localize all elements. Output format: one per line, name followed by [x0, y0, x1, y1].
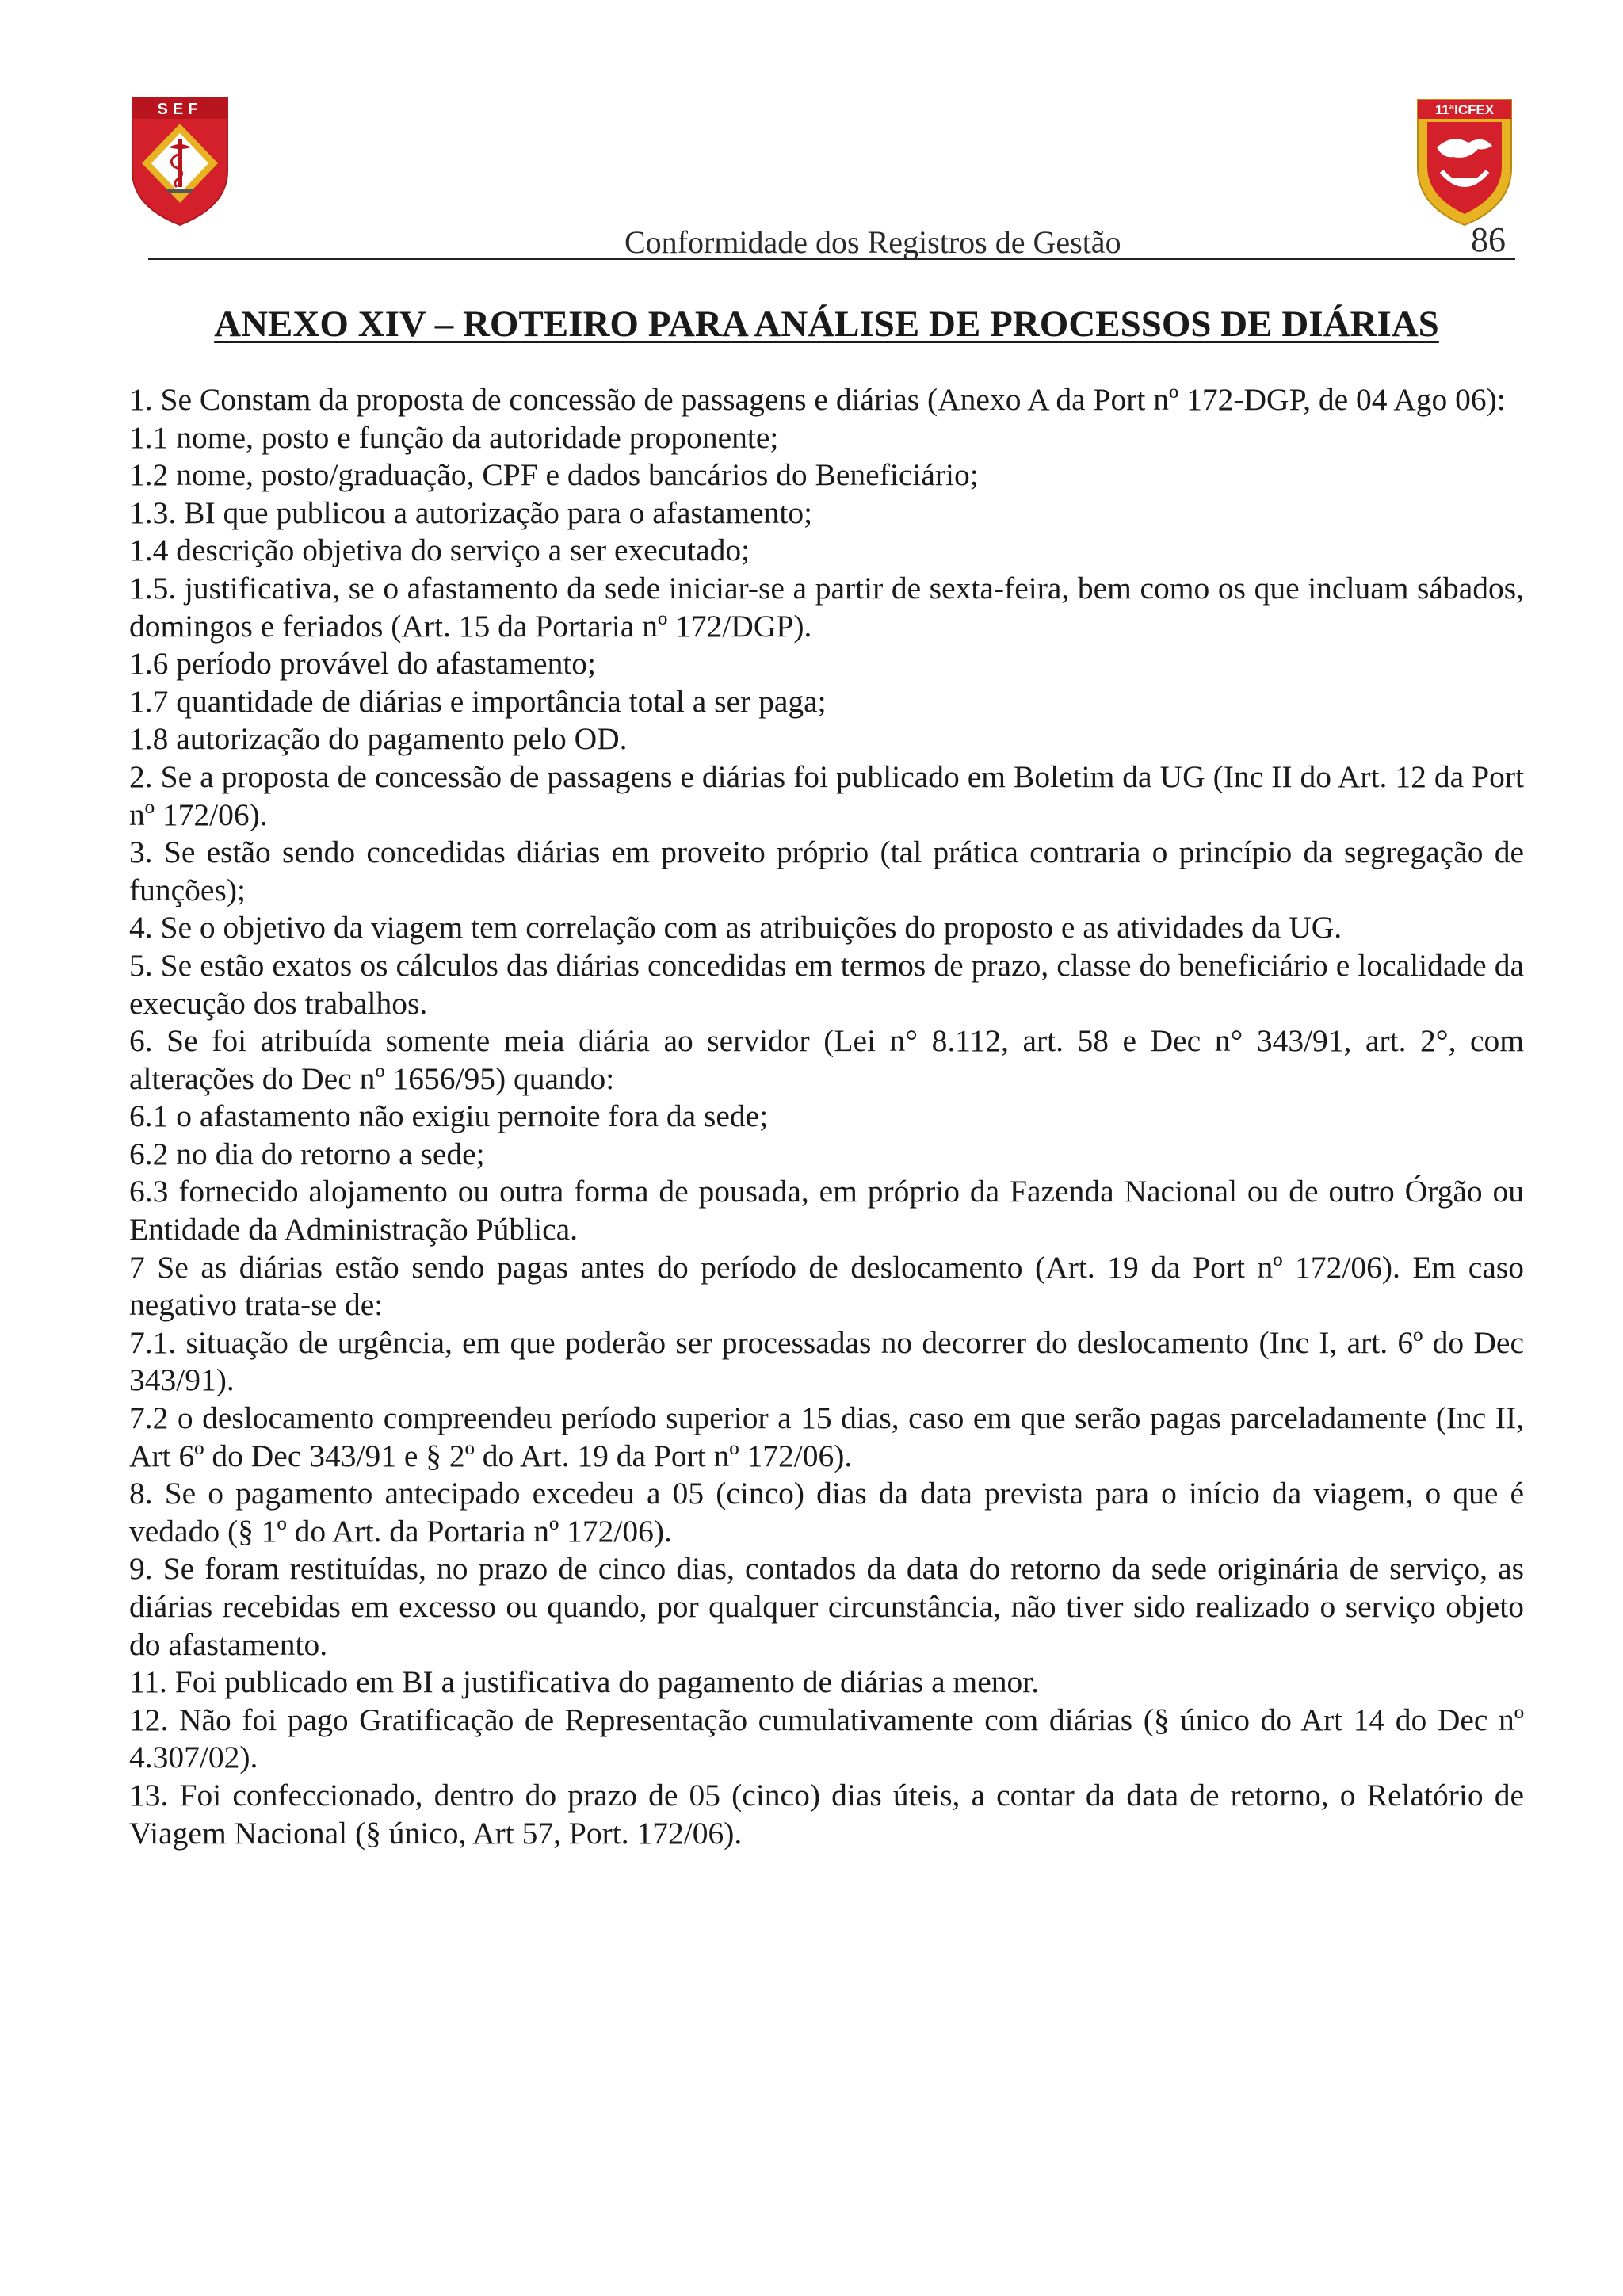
paragraph-9: 9. Se foram restituídas, no prazo de cinco dias, contados da data do retorno da sede originária de serviço, as diárias recebidas em excesso ou quando, por qualquer circunstância, não tiver sido realizado o serviço objeto do afastamento. [129, 1551, 1524, 1662]
paragraph-1-6: 1.6 período provável do afastamento; [129, 646, 597, 682]
paragraph-6-3: 6.3 fornecido alojamento ou outra forma de pousada, em próprio da Fazenda Nacional ou de outro Órgão ou Entidade da Administração Pública. [129, 1174, 1524, 1247]
paragraph-6: 6. Se foi atribuída somente meia diária ao servidor (Lei n° 8.112, art. 58 e Dec n° 343/91, art. 2°, com alterações do Dec nº 1656/95) quando: [129, 1023, 1524, 1096]
paragraph-1-8: 1.8 autorização do pagamento pelo OD. [129, 721, 628, 757]
paragraph-4: 4. Se o objetivo da viagem tem correlação com as atribuições do proposto e as atividades da UG. [129, 910, 1342, 946]
page-number: 86 [1471, 220, 1506, 259]
paragraph-1-3: 1.3. BI que publicou a autorização para o afastamento; [129, 495, 813, 530]
paragraph-7-2: 7.2 o deslocamento compreendeu período superior a 15 dias, caso em que serão pagas parceladamente (Inc II, Art 6º do Dec 343/91 e § 2º do Art. 19 da Port nº 172/06). [129, 1400, 1524, 1473]
svg-text:11ªICFEX: 11ªICFEX [1434, 102, 1495, 117]
document-title: ANEXO XIV – ROTEIRO PARA ANÁLISE DE PROCESSOS DE DIÁRIAS [214, 304, 1439, 345]
paragraph-7: 7 Se as diárias estão sendo pagas antes do período de deslocamento (Art. 19 da Port nº 172/06). Em caso negativo trata-se de: [129, 1249, 1524, 1323]
paragraph-1-5: 1.5. justificativa, se o afastamento da sede iniciar-se a partir de sexta-feira, bem como os que incluam sábados, domingos e feriados (Art. 15 da Portaria nº 172/DGP). [129, 570, 1524, 644]
document-body [129, 381, 1524, 1852]
paragraph-1-1: 1.1 nome, posto e função da autoridade proponente; [129, 419, 779, 455]
icfex-shield-logo-icon [1413, 95, 1516, 228]
paragraph-6-2: 6.2 no dia do retorno a sede; [129, 1136, 485, 1171]
paragraph-7-1: 7.1. situação de urgência, em que poderão ser processadas no decorrer do deslocamento (Inc I, art. 6º do Dec 343/91). [129, 1324, 1524, 1398]
paragraph-1-7: 1.7 quantidade de diárias e importância total a ser paga; [129, 683, 827, 719]
running-title: Conformidade dos Registros de Gestão [624, 224, 1121, 260]
paragraph-5: 5. Se estão exatos os cálculos das diárias concedidas em termos de prazo, classe do beneficiário e localidade da execução dos trabalhos. [129, 947, 1524, 1021]
paragraph-3: 3. Se estão sendo concedidas diárias em proveito próprio (tal prática contraria o princípio da segregação de funções); [129, 835, 1524, 907]
paragraph-6-1: 6.1 o afastamento não exigiu pernoite fora da sede; [129, 1098, 769, 1134]
paragraph-8: 8. Se o pagamento antecipado excedeu a 05 (cinco) dias da data prevista para o início da viagem, o que é vedado (§ 1º do Art. da Portaria nº 172/06). [129, 1476, 1524, 1549]
header-divider [148, 258, 1515, 260]
paragraph-11: 11. Foi publicado em BI a justificativa do pagamento de diárias a menor. [129, 1664, 1040, 1700]
sef-shield-logo-icon [129, 95, 231, 228]
paragraph-2: 2. Se a proposta de concessão de passagens e diárias foi publicado em Boletim da UG (Inc II do Art. 12 da Port nº 172/06). [129, 758, 1524, 832]
svg-text:SEF: SEF [157, 101, 203, 118]
paragraph-1-2: 1.2 nome, posto/graduação, CPF e dados bancários do Beneficiário; [129, 457, 979, 493]
paragraph-1: 1. Se Constam da proposta de concessão de passagens e diárias (Anexo A da Port nº 172-DGP, de 04 Ago 06): [129, 382, 1506, 417]
paragraph-12: 12. Não foi pago Gratificação de Representação cumulativamente com diárias (§ único do Art 14 do Dec nº 4.307/02). [129, 1702, 1524, 1775]
paragraph-1-4: 1.4 descrição objetiva do serviço a ser executado; [129, 533, 750, 568]
paragraph-13: 13. Foi confeccionado, dentro do prazo de 05 (cinco) dias úteis, a contar da data de retorno, o Relatório de Viagem Nacional (§ único, Art 57, Port. 172/06). [129, 1777, 1524, 1851]
